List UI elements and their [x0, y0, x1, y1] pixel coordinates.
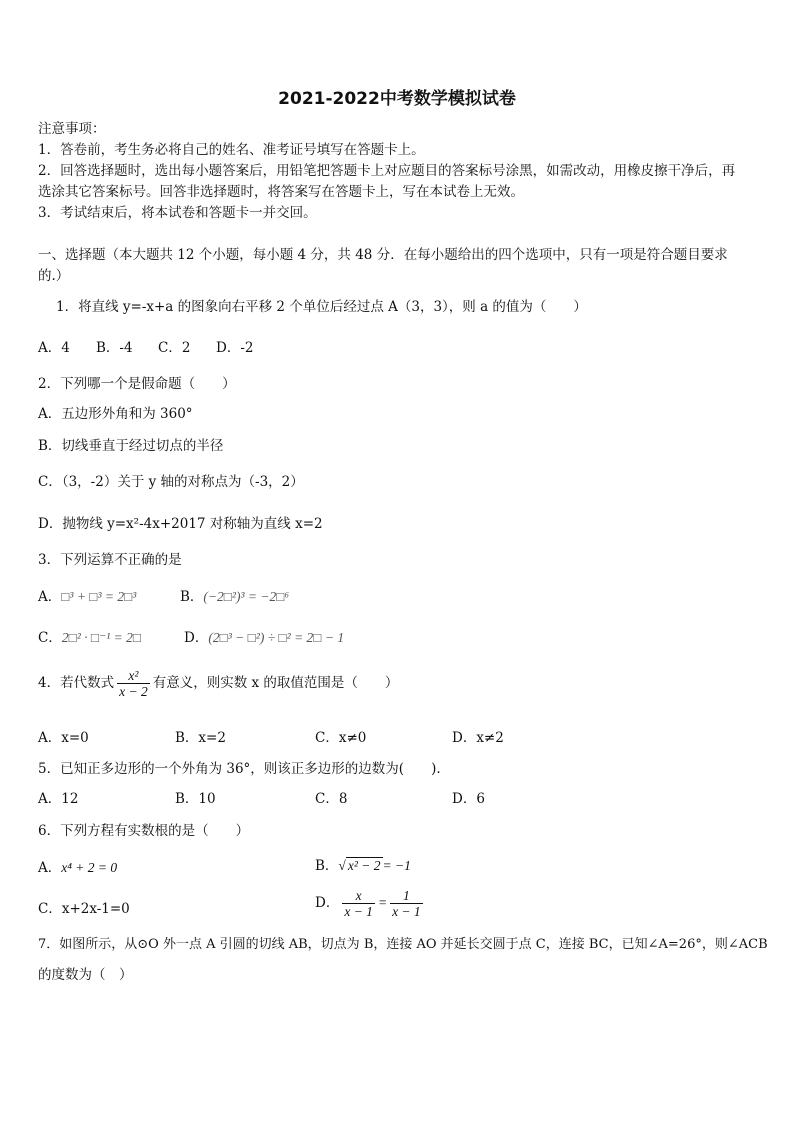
q5-stem: 5．已知正多边形的一个外角为 36°，则该正多边形的边数为( ). — [38, 761, 441, 777]
q6-right-denominator: x − 1 — [392, 904, 421, 919]
q3-option-d-expr: (2□³ − □²) ÷ □² = 2□ − 1 — [208, 630, 345, 645]
q1-stem: 1．将直线 y=-x+a 的图象向右平移 2 个单位后经过点 A（3，3），则 a 的值为（ ） — [56, 299, 587, 315]
notice-heading: 注意事项： — [38, 121, 106, 137]
q3-option-a — [38, 588, 136, 606]
q5-option-a: A．12 — [38, 791, 79, 807]
q3-option-a-expr: □³ + □³ = 2□³ — [61, 589, 137, 604]
q4-prefix: 4．若代数式 — [38, 675, 115, 691]
q6-radicand: x² − 2 — [347, 858, 381, 873]
q2-option-a: A．五边形外角和为 360° — [38, 406, 193, 422]
q4-option-c: C．x≠0 — [315, 730, 367, 746]
q6-option-d-label: D． — [315, 895, 340, 911]
q3-stem: 3．下列运算不正确的是 — [38, 552, 182, 568]
q1-option-d: D．-2 — [216, 340, 254, 356]
section-heading: 一、选择题（本大题共 12 个小题，每小题 4 分，共 48 分．在每小题给出的四个选项中，只有一项是符合题目要求 — [38, 247, 728, 263]
q6-option-b-label: B． — [315, 858, 339, 874]
notice-item-1: 1．答卷前，考生务必将自己的姓名、准考证号填写在答题卡上。 — [38, 142, 425, 158]
q4-option-d: D．x≠2 — [452, 730, 504, 746]
q4-stem — [38, 668, 398, 699]
q2-option-d: D．抛物线 y=x²-4x+2017 对称轴为直线 x=2 — [38, 516, 323, 532]
q6-left-denominator: x − 1 — [344, 904, 373, 919]
notice-item-2-cont: 选涂其它答案标号。回答非选择题时，将答案写在答题卡上，写在本试卷上无效。 — [38, 184, 524, 200]
q6-option-b-rhs: = −1 — [382, 858, 411, 873]
q3-option-b-expr: (−2□²)³ = −2□⁶ — [203, 589, 290, 604]
q3-option-b-label: B． — [180, 589, 204, 605]
q6-option-b — [315, 857, 411, 875]
notice-item-3: 3．考试结束后，将本试卷和答题卡一并交回。 — [38, 205, 317, 221]
q4-numerator: x² — [117, 668, 150, 684]
q4-denominator: x − 2 — [119, 684, 148, 699]
q7-stem-cont: 的度数为（ ） — [38, 967, 133, 983]
q6-option-d — [315, 888, 426, 919]
q6-stem: 6．下列方程有实数根的是（ ） — [38, 823, 250, 839]
q1-option-a: A．4 — [38, 340, 70, 356]
q6-option-a-label: A． — [38, 860, 62, 876]
q3-option-d — [184, 629, 344, 647]
q6-left-numerator: x — [342, 888, 375, 904]
q1-option-c: C．2 — [158, 340, 191, 356]
q3-option-b — [180, 588, 289, 606]
q6-right-numerator: 1 — [390, 888, 423, 904]
q3-option-c-expr: 2□² · □⁻¹ = 2□ — [61, 630, 142, 645]
q6-option-a-expr: x⁴ + 2 = 0 — [61, 860, 118, 875]
q2-option-c: C．（3，-2）关于 y 轴的对称点为（-3，2） — [38, 474, 304, 490]
q4-option-b: B．x=2 — [175, 730, 226, 746]
q5-option-c: C．8 — [315, 791, 348, 807]
q2-stem: 2．下列哪一个是假命题（ ） — [38, 376, 236, 392]
q3-option-a-label: A． — [38, 589, 62, 605]
q5-option-b: B．10 — [175, 791, 216, 807]
q4-option-a: A．x=0 — [38, 730, 89, 746]
q4-suffix: 有意义，则实数 x 的取值范围是（ ） — [152, 675, 399, 691]
exam-title: 2021-2022中考数学模拟试卷 — [278, 89, 516, 109]
q6-equals: = — [377, 895, 388, 910]
q3-option-c-label: C． — [38, 630, 62, 646]
q6-option-a — [38, 859, 117, 877]
q1-option-b: B．-4 — [96, 340, 133, 356]
q6-fraction-left — [342, 888, 375, 919]
q6-option-c: C．x+2x-1=0 — [38, 901, 130, 917]
q3-option-d-label: D． — [184, 630, 209, 646]
section-heading-cont: 的.） — [38, 268, 70, 284]
q2-option-b: B．切线垂直于经过切点的半径 — [38, 438, 224, 454]
q6-fraction-right — [390, 888, 423, 919]
q7-stem: 7．如图所示，从⊙O 外一点 A 引圆的切线 AB，切点为 B，连接 AO 并延长交圆于点 C，连接 BC，已知∠A=26°，则∠ACB — [38, 937, 768, 952]
q3-option-c — [38, 629, 141, 647]
q6-sqrt: √ x² − 2 — [338, 858, 381, 873]
notice-item-2: 2．回答选择题时，选出每小题答案后，用铅笔把答题卡上对应题目的答案标号涂黑，如需改动，用橡皮擦干净后，再 — [38, 163, 736, 179]
q4-fraction — [117, 668, 150, 699]
q5-option-d: D．6 — [452, 791, 485, 807]
